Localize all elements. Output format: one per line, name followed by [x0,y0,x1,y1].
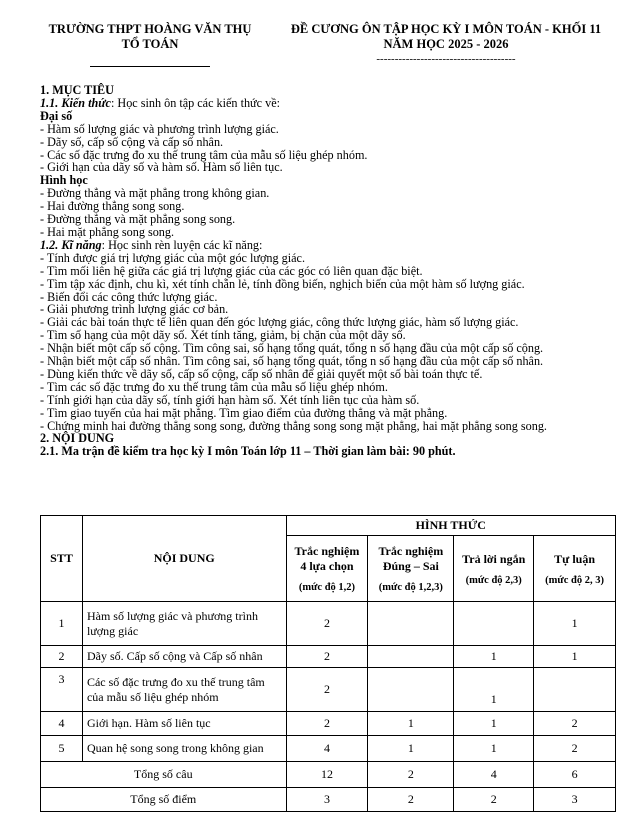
form-col-header [286,536,368,602]
row-cell: 1 [534,602,616,646]
row-content: Giới hạn. Hàm số liên tục [82,712,286,736]
knowledge-line [40,97,620,110]
form-col-level: (mức độ 2,3) [465,574,522,586]
total-cell: 4 [454,762,534,788]
row-content: Các số đặc trưng đo xu thế trung tâm của mẫu số liệu ghép nhóm [82,668,286,712]
skills-text: : Học sinh rèn luyện các kĩ năng: [101,237,263,252]
form-col-title: Tự luận [554,551,595,566]
row-stt: 1 [41,602,83,646]
skill-item: - Nhận biết một cấp số cộng. Tìm công sai, số hạng tổng quát, tổng n số hạng đầu của một cấp số cộng. [40,341,544,356]
table-row [41,646,616,668]
geometry-item: - Đường thẳng và mặt phẳng song song. [40,212,236,227]
row-cell: 2 [286,668,368,712]
table-row [41,668,616,712]
department-name: TỔ TOÁN [121,37,179,51]
row-cell: 1 [454,646,534,668]
table-row [41,602,616,646]
row-stt: 3 [41,668,83,712]
row-stt: 2 [41,646,83,668]
algebra-item: - Dãy số, cấp số cộng và cấp số nhân. [40,134,224,149]
document-title: ĐỀ CƯƠNG ÔN TẬP HỌC KỲ I MÔN TOÁN - KHỐI 11 [290,22,602,36]
form-col-level: (mức độ 1,2,3) [378,582,443,593]
skill-item: - Tìm tập xác định, chu kì, xét tính chẵn lẻ, tính đồng biến, nghịch biến của một hàm số lượng giác. [40,276,525,291]
skill-item: - Dùng kiến thức về dãy số, cấp số cộng, cấp số nhân để giải quyết một số bài toán thực tế. [40,366,483,381]
row-cell: 2 [534,712,616,736]
form-col-title: Trắc nghiệm 4 lựa chọn [294,544,360,573]
total-questions-row [41,762,616,788]
skill-item: - Tìm mối liên hệ giữa các giá trị lượng giác của các góc có liên quan đặc biệt. [40,263,423,278]
row-cell: 2 [286,602,368,646]
skill-item: - Tính giới hạn của dãy số, tính giới hạn hàm số. Xét tính liên tục của hàm số. [40,392,420,407]
geometry-heading: Hình học [40,173,88,188]
total-cell: 2 [454,788,534,812]
geometry-item: - Hai mặt phẳng song song. [40,224,175,239]
header-underline [90,66,210,67]
row-stt: 5 [41,736,83,762]
algebra-item: - Các số đặc trưng đo xu thế trung tâm của mẫu số liệu ghép nhóm. [40,147,368,162]
document-body [40,84,620,458]
header-right [276,22,616,66]
row-content: Dãy số. Cấp số cộng và Cấp số nhân [82,646,286,668]
form-col-header [534,536,616,602]
row-content: Quan hệ song song trong không gian [82,736,286,762]
row-cell: 1 [454,712,534,736]
header-left [30,22,270,67]
row-cell [454,602,534,646]
table-row [41,712,616,736]
total-points-label: Tổng số điểm [41,788,287,812]
algebra-item: - Hàm số lượng giác và phương trình lượng giác. [40,121,279,136]
knowledge-label: 1.1. Kiến thức [40,95,111,110]
form-col-title: Trắc nghiệm Đúng – Sai [378,544,444,573]
skills-label: 1.2. Kĩ năng [40,237,102,252]
geometry-item: - Hai đường thẳng song song. [40,199,185,214]
knowledge-text: : Học sinh ôn tập các kiến thức về: [110,95,281,110]
form-col-level: (mức độ 1,2) [298,582,356,593]
form-col-title: Trả lời ngắn [462,551,526,566]
row-cell: 1 [534,646,616,668]
total-cell: 12 [286,762,368,788]
row-cell: 2 [286,712,368,736]
section1-heading: 1. MỤC TIÊU [40,83,114,97]
form-col-level: (mức độ 2, 3) [545,574,604,586]
total-cell: 3 [534,788,616,812]
col-stt-header: STT [41,516,83,602]
algebra-heading: Đại số [40,108,73,123]
row-cell: 4 [286,736,368,762]
total-questions-label: Tổng số câu [41,762,287,788]
matrix-title: 2.1. Ma trận đề kiểm tra học kỳ I môn Toán lớp 11 – Thời gian làm bài: 90 phút. [40,444,456,459]
skill-item: - Tính được giá trị lượng giác của một góc lượng giác. [40,250,306,265]
section2-heading: 2. NỘI DUNG [40,431,115,446]
skill-item: - Tìm các số đặc trưng đo xu thế trung tâm của mẫu số liệu ghép nhóm. [40,379,388,394]
skill-item: - Biến đổi các công thức lượng giác. [40,289,218,304]
skill-item: - Giải phương trình lượng giác cơ bản. [40,302,229,317]
form-col-header [454,536,534,602]
row-cell: 2 [286,646,368,668]
skill-item: - Nhận biết một cấp số nhân. Tìm công sai, số hạng tổng quát, tổng n số hạng đầu của một cấp số nhân. [40,354,544,369]
col-form-header: HÌNH THỨC [286,516,616,536]
row-cell: 1 [454,736,534,762]
form-col-header [368,536,454,602]
row-cell: 1 [368,736,454,762]
table-header-row [41,516,616,536]
school-name: TRƯỜNG THPT HOÀNG VĂN THỤ [48,22,252,36]
total-cell: 6 [534,762,616,788]
row-cell [368,668,454,712]
geometry-item: - Đường thẳng và mặt phẳng trong không gian. [40,186,270,201]
row-cell [534,668,616,712]
row-stt: 4 [41,712,83,736]
algebra-item: - Giới hạn của dãy số và hàm số. Hàm số liên tục. [40,160,283,175]
skill-item: - Tìm số hạng của một dãy số. Xét tính tăng, giảm, bị chặn của một dãy số. [40,328,406,343]
skill-item: - Tìm giao tuyến của hai mặt phẳng. Tìm giao điểm của đường thẳng và mặt phẳng. [40,405,448,420]
title-dash-line: -------------------------------------- [376,53,516,65]
skills-line [40,239,620,252]
row-cell: 1 [368,712,454,736]
total-cell: 3 [286,788,368,812]
total-points-row [41,788,616,812]
row-cell: 2 [534,736,616,762]
skill-item: - Giải các bài toán thực tế liên quan đến góc lượng giác, công thức lượng giác, hàm số lượng giác. [40,315,519,330]
school-year: NĂM HỌC 2025 - 2026 [383,37,509,51]
skill-item: - Chứng minh hai đường thẳng song song, đường thẳng song song mặt phẳng, hai mặt phẳng song song. [40,418,547,433]
row-cell [368,602,454,646]
col-content-header: NỘI DUNG [82,516,286,602]
row-content: Hàm số lượng giác và phương trình lượng giác [82,602,286,646]
row-cell: 1 [454,668,534,712]
total-cell: 2 [368,762,454,788]
exam-matrix-table [40,515,616,812]
row-cell [368,646,454,668]
table-row [41,736,616,762]
total-cell: 2 [368,788,454,812]
